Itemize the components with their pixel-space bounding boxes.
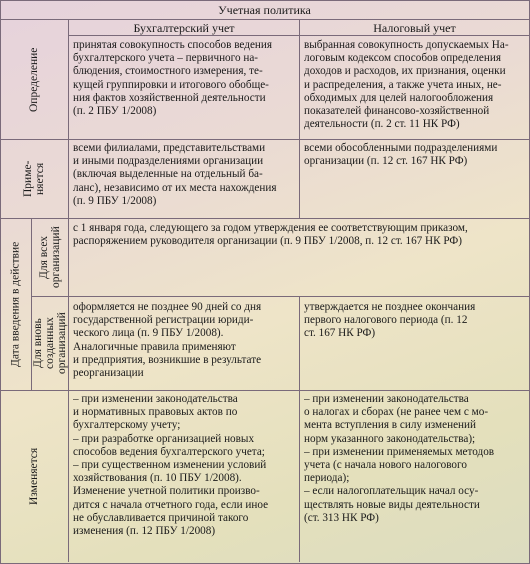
rule-under-applies	[0, 218, 529, 219]
rule-col-split-top	[299, 19, 300, 218]
row-label-effective-date: Дата введения в действие	[9, 241, 22, 368]
new-orgs-tax: утверждается не позднее окончания первого налогового периода (п. 12 ст. 167 НК РФ)	[304, 301, 476, 340]
rule-label-column	[68, 19, 69, 218]
column-header-tax: Налоговый учет	[373, 21, 456, 35]
definition-tax: выбранная совокупность допускаемых На- логовым кодексом способов определения доходов и расходов, их признания, оценки и распределения, а также учета иных, не- обходимых для целей налогообложения показателей финансово-хозяйственной деятельности (п. 2 ст. 11 НК РФ)	[304, 39, 509, 131]
applies-accounting: всеми филиалами, представительствами и иными подразделениями организации (включая выделенные на отдельный ба- ланс), независимо от их места нахождения (п. 9 ПБУ 1/2008)	[73, 142, 277, 207]
row-label-applies: Приме- няется	[22, 160, 46, 198]
rule-under-all-orgs	[31, 296, 529, 297]
row-label-all-orgs: Для всех организаций	[38, 226, 62, 289]
rule-under-title	[0, 19, 529, 20]
column-header-accounting: Бухгалтерский учет	[133, 21, 235, 35]
new-orgs-accounting: оформляется не позднее 90 дней со дня государственной регистрации юриди- ческого лица (п. 9 ПБУ 1/2008). Аналогичные правила применяют и предприятия, возникшие в результате реорганизации	[73, 301, 262, 380]
definition-accounting: принятая совокупность способов ведения бухгалтерского учета – первичного на- блюдения, стоимостного измерения, те- кущей группировки и итогового обобще- ния фактов хозяйственной деятельности (п. 2 ПБУ 1/2008)	[73, 39, 273, 118]
changes-tax: – при изменении законодательства о налогах и сборах (не ранее чем с мо- мента вступления в силу изменений норм указанного законодательства); – при изменении применяемых методов учета (с начала нового налогового периода); – если налогоплательщик начал осу- ществлять новые виды деятельности (ст. 313 НК РФ)	[304, 393, 495, 524]
rule-under-definition	[0, 139, 529, 140]
table-title: Учетная политика	[218, 3, 311, 17]
rule-col-split-bottom	[299, 296, 300, 562]
changes-accounting: – при изменении законодательства и нормативных правовых актов по бухгалтерскому учету; – при разработке организацией новых способов ведения бухгалтерского учета; – при существенном изменении условий хозяйствования (п. 10 ПБУ 1/2008). Изменение учетной политики произво- дится с начала отчетного года, если иное не обуславливается причиной такого изменения (п. 12 ПБУ 1/2008)	[73, 393, 269, 538]
applies-tax: всеми обособленными подразделениями организации (п. 12 ст. 167 НК РФ)	[304, 142, 498, 168]
effective-date-all-orgs: с 1 января года, следующего за годом утверждения ее соответствующим приказом, распоряжением руководителя организации (п. 9 ПБУ 1/2008, п. 12 ст. 167 НК РФ)	[73, 222, 468, 248]
row-label-definition: Определение	[28, 47, 40, 112]
rule-sublabel-column	[68, 218, 69, 562]
row-label-changes: Изменяется	[28, 447, 40, 506]
rule-under-effective-date	[0, 390, 529, 391]
row-label-new-orgs: Для вновь созданных организаций	[32, 312, 68, 375]
